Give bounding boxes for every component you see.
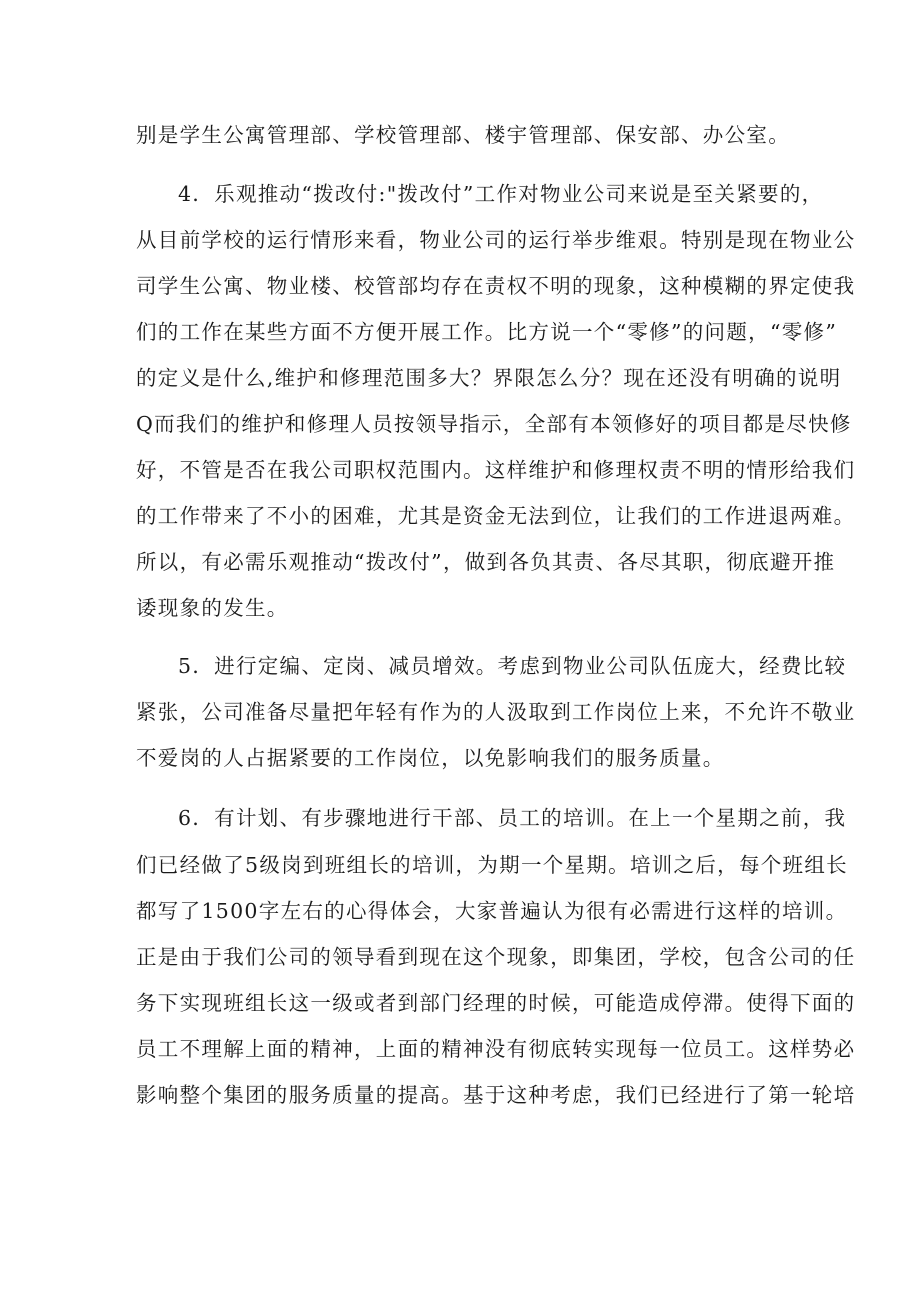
paragraph-5-line-2: 紧张，公司准备尽量把年轻有作为的人汲取到工作岗位上来，不允许不敬业 [136, 700, 856, 724]
paragraph-6-line-5: 务下实现班组长这一级或者到部门经理的时候，可能造成停滞。使得下面的 [136, 991, 856, 1015]
paragraph-5-line-1: 5．进行定编、定岗、减员增效。考虑到物业公司队伍庞大，经费比较 [178, 654, 847, 678]
paragraph-4-line-10: 诿现象的发生。 [136, 596, 289, 620]
paragraph-6-line-7: 影响整个集团的服务质量的提高。基于这种考虑，我们已经进行了第一轮培 [136, 1083, 856, 1107]
paragraph-4-line-8: 的工作带来了不小的困难，尤其是资金无法到位，让我们的工作进退两难。 [136, 504, 856, 528]
paragraph-6-line-3: 都写了1500字左右的心得体会，大家普遍认为很有必需进行这样的培训。 [136, 899, 848, 923]
paragraph-4-line-5: 的定义是什么,维护和修理范围多大？界限怎么分？现在还没有明确的说明 [136, 366, 842, 390]
paragraph-6-line-6: 员工不理解上面的精神，上面的精神没有彻底转实现每一位员工。这样势必 [136, 1037, 856, 1061]
paragraph-5-line-3: 不爱岗的人占据紧要的工作岗位，以免影响我们的服务质量。 [136, 746, 725, 770]
paragraph-4-line-1: 4．乐观推动“拨改付:"拨改付”工作对物业公司来说是至关紧要的， [178, 182, 824, 206]
paragraph-4-line-6: Q而我们的维护和修理人员按领导指示，全部有本领修好的项目都是尽快修 [136, 412, 852, 436]
paragraph-4-line-4: 们的工作在某些方面不方便开展工作。比方说一个“零修”的问题，“零修” [136, 320, 838, 344]
paragraph-3-last-line: 别是学生公寓管理部、学校管理部、楼宇管理部、保安部、办公室。 [136, 123, 790, 147]
paragraph-4-line-7: 好，不管是否在我公司职权范围内。这样维护和修理权责不明的情形给我们 [136, 458, 856, 482]
paragraph-6-line-2: 们已经做了5级岗到班组长的培训，为期一个星期。培训之后，每个班组长 [136, 853, 848, 877]
paragraph-4-line-9: 所以，有必需乐观推动“拨改付”，做到各负其责、各尽其职，彻底避开推 [136, 550, 836, 574]
paragraph-6-line-1: 6．有计划、有步骤地进行干部、员工的培训。在上一个星期之前，我 [178, 806, 847, 830]
paragraph-4-line-2: 从目前学校的运行情形来看，物业公司的运行举步维艰。特别是现在物业公 [136, 228, 856, 252]
paragraph-6-line-4: 正是由于我们公司的领导看到现在这个现象，即集团，学校，包含公司的任 [136, 945, 856, 969]
paragraph-4-line-3: 司学生公寓、物业楼、校管部均存在责权不明的现象，这种模糊的界定使我 [136, 274, 856, 298]
